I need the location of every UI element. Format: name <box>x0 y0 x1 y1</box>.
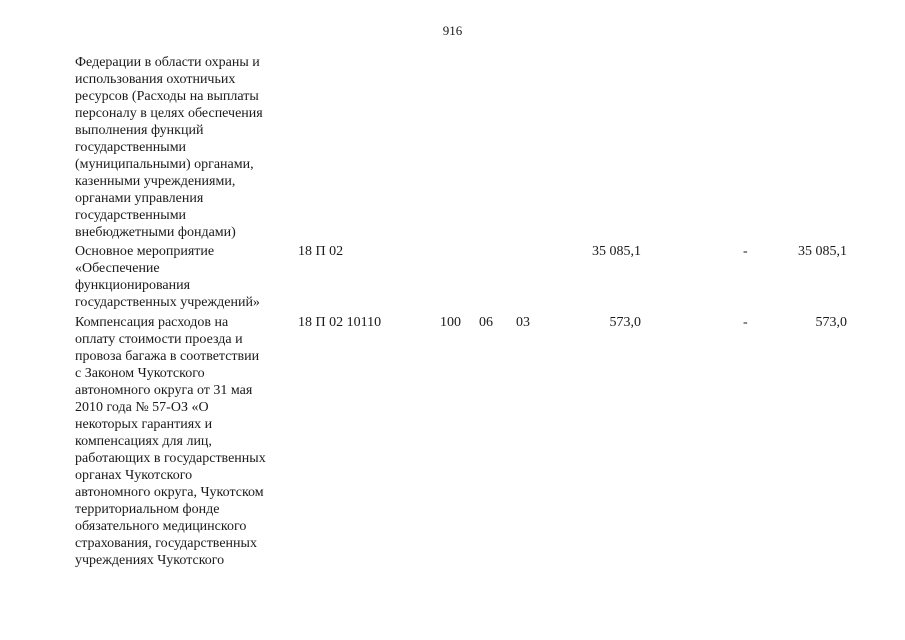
row-1-description-line: государственными <box>75 140 187 155</box>
row-1-description-line: казенными учреждениями, <box>75 174 236 189</box>
row-2-change: - <box>743 244 748 259</box>
row-3-description-line: провоза багажа в соответствии <box>75 349 260 364</box>
row-3-description-line: автономного округа, Чукотском <box>75 485 264 500</box>
row-2-description-line: «Обеспечение <box>75 261 160 276</box>
row-1-description-line: внебюджетными фондами) <box>75 225 236 240</box>
row-3-description-line: страхования, государственных <box>75 536 257 551</box>
row-1-description-line: Федерации в области охраны и <box>75 55 260 70</box>
row-2-amount: 35 085,1 <box>592 244 641 259</box>
row-1-description-line: государственными <box>75 208 187 223</box>
row-3-total: 573,0 <box>815 315 847 330</box>
row-3-description-line: территориальном фонде <box>75 502 220 517</box>
row-3-description-line: 2010 года № 57-ОЗ «О <box>75 400 209 415</box>
row-2-description-line: функционирования <box>75 278 191 293</box>
row-1-description-line: органами управления <box>75 191 204 206</box>
row-2-description-line: государственных учреждений» <box>75 295 260 310</box>
row-1-description-line: (муниципальными) органами, <box>75 157 254 172</box>
row-2-total: 35 085,1 <box>798 244 847 259</box>
row-1-description-line: использования охотничьих <box>75 72 236 87</box>
row-3-description-line: работающих в государственных <box>75 451 266 466</box>
row-3-description-line: органах Чукотского <box>75 468 193 483</box>
row-3-description-line: с Законом Чукотского <box>75 366 205 381</box>
row-1-description-line: ресурсов (Расходы на выплаты <box>75 89 259 104</box>
row-3-description-line: оплату стоимости проезда и <box>75 332 243 347</box>
row-3-expense-type: 100 <box>440 315 461 330</box>
row-3-description-line: автономного округа от 31 мая <box>75 383 253 398</box>
row-3-code: 18 П 02 10110 <box>298 315 382 330</box>
row-2-code: 18 П 02 <box>298 244 344 259</box>
row-3-subsection: 03 <box>516 315 530 330</box>
row-3-change: - <box>743 315 748 330</box>
row-1-description-line: выполнения функций <box>75 123 204 138</box>
row-3-amount: 573,0 <box>609 315 641 330</box>
row-3-description-line: компенсациях для лиц, <box>75 434 212 449</box>
row-1-description-line: персоналу в целях обеспечения <box>75 106 263 121</box>
page-number: 916 <box>442 23 463 38</box>
row-3-description-line: Компенсация расходов на <box>75 315 229 330</box>
row-3-description-line: обязательного медицинского <box>75 519 247 534</box>
row-2-description-line: Основное мероприятие <box>75 244 215 259</box>
row-3-description-line: некоторых гарантиях и <box>75 417 213 432</box>
row-3-description-line: учреждениях Чукотского <box>75 553 225 568</box>
row-3-section: 06 <box>479 315 493 330</box>
